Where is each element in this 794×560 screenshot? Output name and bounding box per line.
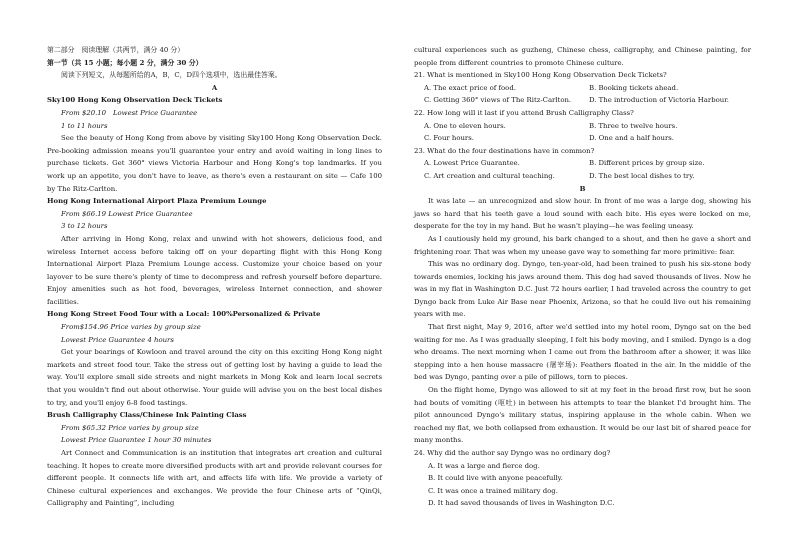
- instruction: 阅读下列短文，从每题所给的A，B，C，D四个选项中，选出最佳答案。: [61, 71, 282, 80]
- question-23: [414, 145, 751, 183]
- ad-title: Brush Calligraphy Class/Chinese Ink Painting Class: [47, 411, 247, 420]
- ad-item: [47, 409, 382, 510]
- option-b: B. Booking tickets ahead.: [589, 83, 679, 92]
- question-stem: 23. What do the four destinations have in common?: [414, 146, 595, 155]
- ad-title: Hong Kong International Airport Plaza Premium Lounge: [47, 197, 267, 206]
- passage-b-letter: B: [579, 184, 586, 193]
- question-stem: 22. How long will it last if you attend Brush Calligraphy Class?: [414, 108, 634, 117]
- option-grid: [414, 157, 751, 182]
- option-a: A. It was a large and fierce dog.: [428, 461, 540, 470]
- option-c: C. It was once a trained military dog.: [428, 486, 558, 495]
- option-d: D. The introduction of Victoria Harbour.: [589, 96, 729, 105]
- ad-duration: 1 to 11 hours: [61, 121, 108, 130]
- question-24: [414, 447, 751, 510]
- passage-b-paragraph: This was no ordinary dog. Dyngo, ten-year-old, had been trained to push his six-stone body towards enemies, locking his jaws around them. This dog had saved thousands of lives. Now he was in my flat in Washington D.C. Just 72 hours earlier, I had traveled across the country to get Dyngo back from Luke Air Base near Phoenix, Arizona, so that he could live out his remaining years with me.: [414, 260, 751, 319]
- question-22: [414, 107, 751, 145]
- passage-b-paragraph: As I cautiously held my ground, his bark changed to a shout, and then he gave a short and frightening roar. That was when my unease gave way to something far more primitive: fear.: [414, 234, 751, 256]
- option-c: C. Four hours.: [424, 134, 474, 143]
- section-heading: 第一节（共 15 小题；每小题 2 分，满分 30 分）: [47, 58, 203, 67]
- ad-item: [47, 94, 382, 195]
- part-heading: 第二部分 阅读理解（共两节，满分 40 分）: [47, 46, 185, 54]
- passage-b-paragraph: On the flight home, Dyngo was allowed to sit at my feet in the broad first row, but he soon had bouts of vomiting (呕吐) in between his attempts to tear the blanket I'd brought him. The pilot announced Dyngo's military status, inspiring applause in the whole cabin. When we reached my flat, we both collapsed from exhaustion. It would be our last bit of shared peace for many months.: [414, 386, 751, 445]
- right-column: [414, 44, 751, 510]
- question-21: [414, 69, 751, 107]
- option-a: A. One to eleven hours.: [424, 121, 506, 130]
- option-grid: [414, 82, 751, 107]
- option-grid: [414, 120, 751, 145]
- option-c: C. Getting 360° views of The Ritz-Carlton.: [424, 96, 572, 105]
- ad-price: From$154.96 Price varies by group size: [61, 323, 201, 332]
- ad-item: [47, 195, 382, 308]
- question-stem: 24. Why did the author say Dyngo was no ordinary dog?: [414, 449, 611, 457]
- passage-continuation: cultural experiences such as guzheng, Chinese chess, calligraphy, and Chinese painting, for people from different countries to promote Chinese culture.: [414, 46, 751, 67]
- ad-body: Get your bearings of Kowloon and travel around the city on this exciting Hong Kong night markets and street food tour. Take the stress out of getting lost by having a guide to lead the way. You'll explore small side streets and night markets in Mong Kok and learn local secrets that you wouldn't find out about otherwise. Your guide will advise you on the best local dishes to try, and you'll enjoy 6-8 food tastings.: [47, 348, 382, 407]
- passage-a-letter: A: [211, 83, 218, 92]
- passage-b-paragraph: It was late — an unrecognized and slow hour. In front of me was a large dog, showing his jaws so hard that his teeth gave a loud sound with each bite. His eyes were locked on me, desperate for the toy in my hand. But he wasn't playing—he was feeling uneasy.: [414, 197, 751, 231]
- option-c: C. Art creation and cultural teaching.: [424, 171, 555, 180]
- passage-b-paragraph: That first night, May 9, 2016, after we'd settled into my hotel room, Dyngo sat on the bed waiting for me. As I was gradually sleeping, I felt his body moving, and I smiled. Dyngo is a dog who dreams. The next morning when I came out from the bathroom after a shower, it was like stepping into a hen house massacre (屠宰场): Feathers floated in the air. In the middle of the bed was Dyngo, panting over a pile of pillows, torn to pieces.: [414, 323, 751, 382]
- option-b: B. Three to twelve hours.: [589, 121, 678, 130]
- option-d: D. It had saved thousands of lives in Washington D.C.: [428, 499, 615, 508]
- ad-body: Art Connect and Communication is an institution that integrates art creation and cultural teaching. It hopes to create more diversified products with art and provide relevant courses for different people. It connects life with art, and affects life with life. We provide a variety of Chinese cultural experiences and exchanges. We provide the four Chinese arts of “QinQi, Calligraphy and Painting”, including: [47, 449, 382, 508]
- ad-body: After arriving in Hong Kong, relax and unwind with hot showers, delicious food, and wireless Internet access before taking off on your departing flight with this Hong Kong International Airport Plaza Premium Lounge access. Customize your choice based on your layover to be sure there's plenty of time to decompress and refresh yourself before departure. Enjoy amenities such as hot food, beverages, wireless Internet connection, and shower facilities.: [47, 234, 382, 306]
- ad-item: [47, 308, 382, 409]
- ad-duration: Lowest Price Guarantee 1 hour 30 minutes: [61, 436, 212, 445]
- option-a: A. The exact price of food.: [424, 83, 516, 92]
- left-column: [47, 44, 382, 510]
- ad-title: Sky100 Hong Kong Observation Deck Tickets: [47, 96, 223, 105]
- question-stem: 21. What is mentioned in Sky100 Hong Kong Observation Deck Tickets?: [414, 71, 667, 80]
- ad-duration: 3 to 12 hours: [61, 222, 108, 231]
- option-b: B. Different prices by group size.: [589, 159, 705, 168]
- ad-price: From $20.10 Lowest Price Guarantee: [61, 108, 198, 117]
- option-d: D. One and a half hours.: [589, 134, 674, 143]
- option-b: B. It could live with anyone peacefully.: [428, 474, 563, 483]
- ad-body: See the beauty of Hong Kong from above by visiting Sky100 Hong Kong Observation Deck. Pre-booking admission means you'll guarantee your entry and avoid waiting in long lines to purchase tickets. Get 360° views Victoria Harbour and Hong Kong's top landmarks. If you work up an appetite, you don't have to leave, as there's even a restaurant on site — Cafe 100 by The Ritz-Carlton.: [47, 134, 382, 193]
- option-d: D. The best local dishes to try.: [589, 171, 695, 180]
- ad-duration: Lowest Price Guarantee 4 hours: [61, 335, 174, 344]
- ad-price: From $66.19 Lowest Price Guarantee: [61, 209, 193, 218]
- option-a: A. Lowest Price Guarantee.: [424, 159, 520, 168]
- ad-title: Hong Kong Street Food Tour with a Local: 100%Personalized & Private: [47, 310, 321, 319]
- ad-price: From $65.32 Price varies by group size: [61, 423, 199, 432]
